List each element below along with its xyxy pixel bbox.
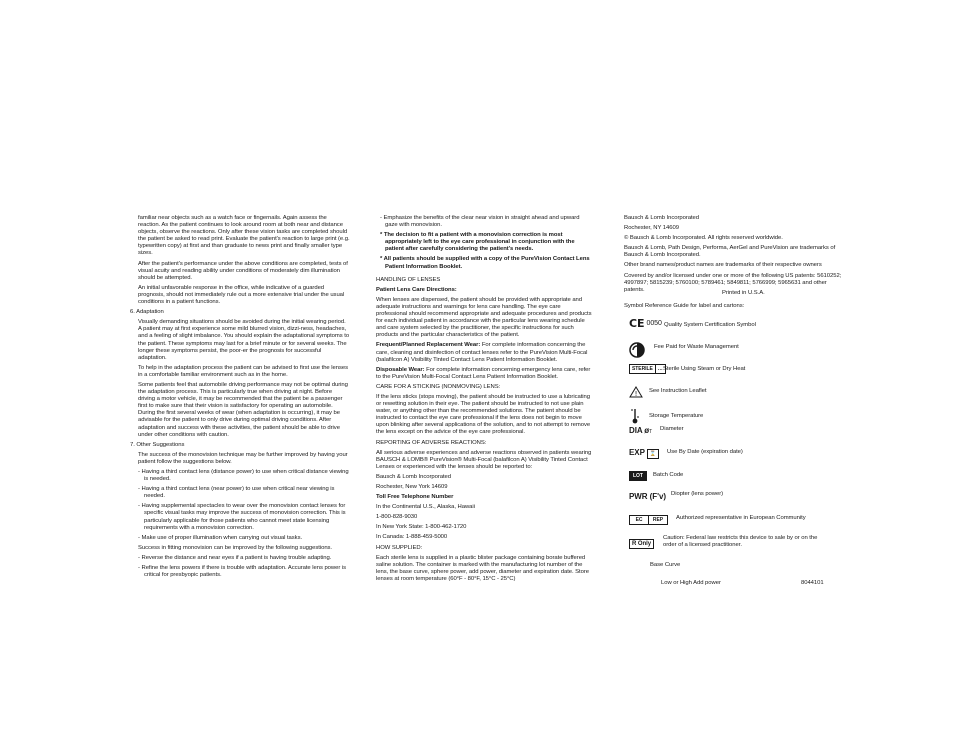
document-code: 8044101 xyxy=(801,580,824,587)
symbol-row-waste xyxy=(624,340,846,362)
company-name: Bausch & Lomb Incorporated xyxy=(624,215,699,221)
symbol-row-rx xyxy=(624,535,846,562)
sterile-icon: STERILE … xyxy=(629,364,666,374)
paragraph: Some patients feel that automobile driving performance may not be optimal during the adaptation process. This is particularly true when driving at night. Before driving a motor vehicle, it may be recommended that the patient be a passenger first to make sure that their vision is satisfactory for operating an automobile. During the first several weeks of wear (when adaptation is occurring), it may be advisable for the patient to only drive during optimal driving conditions. After adaptation and success with these activities, the patient should be able to drive under other conditions with caution. xyxy=(138,381,348,438)
symbol-row-diameter xyxy=(624,425,846,447)
section-heading-how-supplied: HOW SUPPLIED: xyxy=(376,544,423,551)
subheading-care-directions: Patient Lens Care Directions: xyxy=(376,286,457,293)
paragraph: An initial unfavorable response in the office, while indicative of a guarded prognosis, should not immediately rule out a more extensive trial under the usual conditions in a patient functions. xyxy=(138,284,345,306)
section-heading-sticking-lens: CARE FOR A STICKING (NONMOVING) LENS: xyxy=(376,383,501,390)
left-column xyxy=(130,215,350,582)
subheading-disposable-wear: Disposable Wear: xyxy=(376,366,425,373)
symbol-row-sterile xyxy=(624,362,846,384)
rx-only-icon: R Only xyxy=(629,539,654,549)
trademark-notice: Bausch & Lomb, Path Design, Performa, AerGel and PureVision are trademarks of Bausch & Lomb Incorporated. xyxy=(624,245,836,259)
symbol-label: Caution: Federal law restricts this device to sale by or on the order of a licensed practitioner. xyxy=(663,535,818,549)
note: * The decision to fit a patient with a monovision correction is most appropriately left to the eye care professional in conjunction with the patient after carefully considering the patient's needs. xyxy=(380,232,575,253)
address-line: Rochester, New York 14609 xyxy=(376,484,448,490)
add-power-label: Low or High Add power xyxy=(661,580,721,587)
section-heading-adverse-reactions: REPORTING OF ADVERSE REACTIONS: xyxy=(376,439,487,446)
copyright: © Bausch & Lomb Incorporated. All rights reserved worldwide. xyxy=(624,235,783,242)
hourglass-icon: EXP ⌛ xyxy=(629,449,659,459)
symbol-label: Diopter (lens power) xyxy=(671,491,724,498)
paragraph: To help in the adaptation process the patient can be advised to first use the lenses in a comfortable familiar environment such as in the home. xyxy=(138,364,348,378)
trademark-notice: Other brand names/product names are trademarks of their respective owners xyxy=(624,262,822,269)
list-item: - Reverse the distance and near eyes if a patient is having trouble adapting. xyxy=(138,554,332,561)
symbol-row-expiration xyxy=(624,447,846,469)
ce-mark-icon: CE 0050 xyxy=(629,317,662,331)
patents: Covered by and/or licensed under one or more of the following US patents: 5610252; 4997897; 5815239; 5760100; 5789461; 5849811; 5766999; 5965631 and other patents. xyxy=(624,272,842,293)
subheading-frequent-wear: Frequent/Planned Replacement Wear: xyxy=(376,342,481,349)
list-item: - Make use of proper illumination when carrying out visual tasks. xyxy=(138,534,303,541)
paragraph: All serious adverse experiences and adverse reactions observed in patients wearing BAUSCH & LOMB® PureVision® Multi-Focal (balafilcon A) Visibility Tinted Contact Lenses or experienced with the lenses should be reported to: xyxy=(376,449,592,470)
symbol-label: Batch Code xyxy=(653,472,684,479)
lot-icon: LOT xyxy=(629,471,647,481)
list-item: - Having a third contact lens (near power) to use when critical near viewing is needed. xyxy=(138,486,335,500)
right-column xyxy=(624,215,846,590)
paragraph: familiar near objects such as a watch face or fingernails. Again assess the reaction. As the patient continues to look around room at both near and distance objects, observe the reactions. Only after these vision tasks are completed should the patient be asked to read print. Evaluate the patient's reaction to large print (e.g. typewritten copy) at first and than graduate to news print and finally smaller type sizes. xyxy=(138,215,350,257)
symbol-row-temperature xyxy=(624,406,846,425)
symbol-row-ec-rep xyxy=(624,513,846,535)
symbol-label: Sterile Using Steam or Dry Heat xyxy=(663,366,746,373)
section-heading-handling: HANDLING OF LENSES xyxy=(376,276,441,283)
phone-line: In New York State: 1-800-462-1720 xyxy=(376,524,467,531)
power-icon: PWR (F'v) xyxy=(629,492,667,502)
paragraph: For complete information concerning the care, cleaning and disinfection of contact lenses refer to the PureVision Multi-Focal (balafilcon A) Visibility Tinted Contact Lens Patient Information Booklet. xyxy=(376,342,588,363)
phone-line: In the Continental U.S., Alaska, Hawaii xyxy=(376,504,475,511)
paragraph: For complete information concerning emergency lens care, refer to the PureVision Multi-Focal Contact Lens Patient Information Booklet. xyxy=(376,366,591,380)
symbol-row-ce xyxy=(624,318,846,340)
company-address: Rochester, NY 14609 xyxy=(624,225,679,232)
list-item: - Having a third contact lens (distance power) to use when critical distance viewing is needed. xyxy=(138,469,349,483)
symbol-row-lot xyxy=(624,469,846,491)
printed-in: Printed in U.S.A. xyxy=(722,289,765,296)
section-heading-adaptation: 6. Adaptation xyxy=(130,309,164,316)
paragraph: Success in fitting monovision can be improved by the following suggestions. xyxy=(138,544,333,551)
symbol-row-power xyxy=(624,491,846,513)
paragraph: Each sterile lens is supplied in a plastic blister package containing borate buffered saline solution. The container is marked with the manufacturing lot number of the lens, the base curve, sphere power, add power, diameter and expiration date. Store lenses at room temperature (60°F - 80°F, 15°C - 25°C) xyxy=(376,554,590,582)
warning-triangle-icon xyxy=(629,386,643,401)
symbol-label: Diameter xyxy=(660,426,684,433)
svg-text:!: ! xyxy=(634,390,638,399)
address-line: Bausch & Lomb Incorporated xyxy=(376,473,451,480)
paragraph: If the lens sticks (stops moving), the patient should be instructed to use a lubricating or rewetting solution in their eye. The patient should be instructed to not use plain water, or anything other than the recommended solutions. The patient should be instructed to contact the eye care professional if the lens does not begin to move upon blinking after several applications of the solution, and to not attempt to remove the lens except on the advice of the eye care professional. xyxy=(376,393,591,436)
phone-line: In Canada: 1-888-459-5000 xyxy=(376,534,448,541)
symbol-label: Fee Paid for Waste Management xyxy=(654,344,739,351)
base-curve-label: Base Curve xyxy=(650,562,681,569)
symbol-label: Use By Date (expiration date) xyxy=(667,449,743,456)
paragraph: After the patient's performance under the above conditions are completed, tests of visual acuity and reading ability under conditions of moderately dim illumination should be attempted. xyxy=(138,260,348,281)
middle-column xyxy=(376,215,593,586)
symbol-label: Authorized representative in European Community xyxy=(676,515,806,522)
list-item: - Having supplemental spectacles to wear over the monovision contact lenses for specific visual tasks may improve the success of monovision correction. This is particularly applicable for those patients who cannot meet state licensing requirements with a monovision correction. xyxy=(138,503,346,531)
symbol-label: Quality System Certification Symbol xyxy=(664,322,756,329)
paragraph: The success of the monovision technique may be further improved by having your patient follow the suggestions below. xyxy=(138,451,348,465)
green-dot-icon xyxy=(629,342,645,361)
phone-line: 1-800-828-9030 xyxy=(376,514,418,521)
toll-free-heading: Toll Free Telephone Number xyxy=(376,494,454,501)
symbol-label: See Instruction Leaflet xyxy=(649,388,707,395)
list-item: - Emphasize the benefits of the clear near vision in straight ahead and upward gaze with monovision. xyxy=(380,215,580,229)
section-heading-other-suggestions: 7. Other Suggestions xyxy=(130,441,185,448)
symbol-label: Storage Temperature xyxy=(649,413,704,420)
symbol-guide-heading: Symbol Reference Guide for label and cartons: xyxy=(624,302,745,309)
list-item: - Refine the lens powers if there is trouble with adaptation. Accurate lens power is critical for presbyopic patients. xyxy=(138,565,346,579)
diameter-icon: DIA øT xyxy=(629,426,653,436)
ec-rep-icon: EC REP xyxy=(629,515,668,525)
note: * All patients should be supplied with a copy of the PureVision Contact Lens Patient Information Booklet. xyxy=(380,256,590,270)
paragraph: Visually demanding situations should be avoided during the initial wearing period. A patient may at first experience some mild blurred vision, dizzi-ness, headaches, and a feeling of slight imbalance. You should explain the adaptational symptoms to the patient. These symptoms may last for a brief minute or for several weeks. The longer these symptoms persist, the poor-er the prognosis for successful adaptation. xyxy=(138,319,350,361)
paragraph: When lenses are dispensed, the patient should be provided with appropriate and adequate instructions and warnings for lens care handling. The eye care professional should recommend appropriate and adequate procedures and products for each individual patient in accordance with the particular lens wearing schedule and care system selected by the practitioner, the specific instructions for such products and the particular characteristics of the patient. xyxy=(376,296,592,339)
symbol-row-leaflet xyxy=(624,384,846,406)
